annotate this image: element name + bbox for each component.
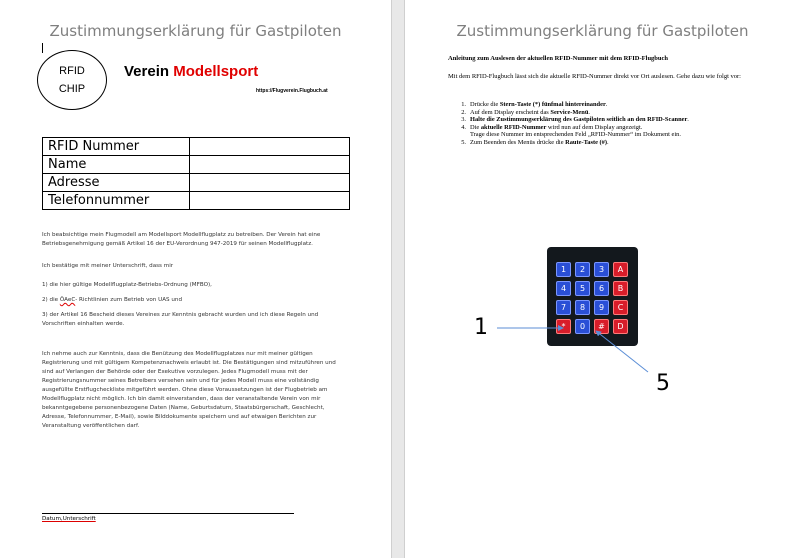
club-url[interactable]: https://Flugverein.Flugbuch.at [256,88,328,94]
keypad-key: 6 [594,281,609,296]
keypad-key: 8 [575,300,590,315]
page-header: Zustimmungserklärung für Gastpiloten [456,22,749,40]
list-item-1: 1) die hier gültige Modellflugplatz-Betriebs-Ordnung (MFBO), [42,282,212,288]
chip-label-line1: RFID [59,65,85,77]
list-item: 4. Die aktuelle RFID-Nummer wird nun auf dem Display angezeigt. [461,123,643,131]
keypad-key: 3 [594,262,609,277]
keypad-key: * [556,319,571,334]
club-name-prefix: Verein [124,63,174,80]
notice-paragraph: Ich nehme auch zur Kenntnis, dass die Benützung des Modellflugplatzes nur mit meiner gültigen Registrierung und mit gültigem Kompetenznachweis erlaubt ist. Die Bestätigungen sind mitzuführen und sind auf Verlangen der Behörde oder der Exekutive vorzulegen. Jedes Flugmodell muss mit der Registrierungsnummer seines Betreibers versehen sein und für jedes Modell muss eine vollständig ausgefüllte Erstflugcheckliste mitgeführt werden. Ohne diese Voraussetzungen ist der Flugbetrieb am Modellflugplatz nicht möglich. Ich bin damit einverstanden, dass der veranstaltende Verein von mir bekanntgegebene personenbezogene Daten (Name, Geburtsdatum, Staatsbürgerschaft, Geschlecht, Adresse, Telefonnummer, E-Mail), sowie Bilddokumente speichern und auf etwaigen Berichten zur Veranstaltung veröffentlichen darf. [42,351,336,429]
field-label: Adresse [43,174,190,192]
field-label: RFID Nummer [43,138,190,156]
list-item-3: 3) der Artikel 16 Bescheid dieses Vereines zur Kenntnis gebracht wurden und ich diese Regeln und Vorschriften einhalten werde. [42,312,319,327]
callout-number-1: 1 [474,315,488,340]
keypad-key: # [594,319,609,334]
keypad-key: C [613,300,628,315]
list-item: 2. Auf dem Display erscheint das Service-Menü. [461,108,590,116]
list-item: 3. Halte die Zustimmungserklärung des Gastpiloten seitlich an den RFID-Scanner. [461,116,689,123]
keypad-key: B [613,281,628,296]
keypad-key: 5 [575,281,590,296]
list-item: Trage diese Nummer im entsprechenden Feld „RFID-Nummer“ im Dokument ein. [470,131,681,138]
field-label: Name [43,156,190,174]
instructions-intro: Mit dem RFID-Flugbuch lässt sich die aktuelle RFID-Nummer direkt vor Ort auslesen. Gehe dazu wie folgt vor: [448,73,741,80]
callout-number-5: 5 [656,371,670,396]
keypad-key: D [613,319,628,334]
keypad-key: A [613,262,628,277]
keypad-key: 0 [575,319,590,334]
keypad-key: 9 [594,300,609,315]
club-name-highlight: Modellsport [173,63,259,80]
intro-paragraph: Ich beabsichtige mein Flugmodell am Modellsport Modellflugplatz zu betreiben. Der Verein hat eine Betriebsgenehmigung gemäß Artikel 16 der EU-Verordnung 947-2019 für seinen Modellflugplatz. [42,232,321,247]
list-item-2-suffix: - Richtlinien zum Betrieb von UAS und [75,297,183,303]
list-item: 5. Zum Beenden des Menüs drücke die Raute-Taste (#). [461,138,609,146]
keypad-key: 4 [556,281,571,296]
signature-label: Datum,Unterschrift [42,516,96,522]
arrow-to-hash-key [596,331,648,372]
confirm-paragraph: Ich bestätige mit meiner Unterschrift, dass mir [42,263,174,269]
keypad-key: 7 [556,300,571,315]
keypad-key: 1 [556,262,571,277]
field-label: Telefonnummer [43,192,190,210]
page-header: Zustimmungserklärung für Gastpiloten [49,22,342,40]
oeaec-abbrev: ÖAeC [59,297,76,303]
instructions-title: Anleitung zum Auslesen der aktuellen RFID-Nummer mit dem RFID-Flugbuch [448,55,669,62]
chip-label-line2: CHIP [58,83,86,95]
list-item: 1. Drücke die Stern-Taste (*) fünfmal hintereinander. [461,101,608,108]
list-item-2-prefix: 2) die [42,297,60,303]
keypad-key: 2 [575,262,590,277]
